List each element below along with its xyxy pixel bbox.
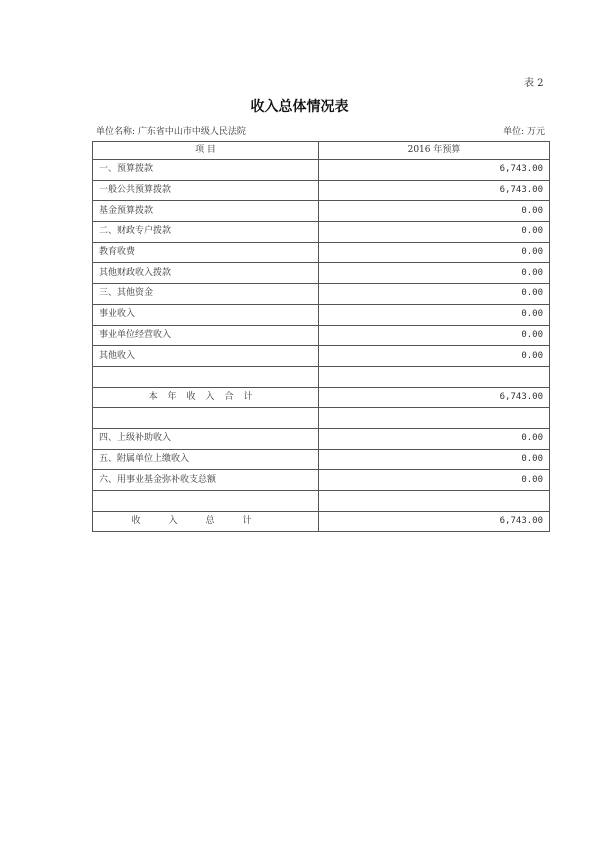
row-item — [93, 366, 319, 387]
row-value: 6,743.00 — [319, 180, 550, 201]
row-item: 其他财政收入拨款 — [93, 263, 319, 284]
page-title: 收入总体情况表 — [250, 99, 349, 115]
row-value: 0.00 — [319, 428, 550, 449]
table-row — [93, 222, 550, 243]
row-item: 事业收入 — [93, 304, 319, 325]
table-row-blank — [93, 491, 550, 512]
row-value: 0.00 — [319, 263, 550, 284]
income-summary-table — [92, 141, 550, 532]
table-row — [93, 201, 550, 222]
table-row — [93, 449, 550, 470]
row-item: 四、上级补助收入 — [93, 428, 319, 449]
row-value: 0.00 — [319, 325, 550, 346]
table-row — [93, 160, 550, 181]
row-value: 0.00 — [319, 346, 550, 367]
row-value — [319, 408, 550, 429]
row-value — [319, 366, 550, 387]
header-item: 项 目 — [93, 142, 319, 160]
table-row — [93, 284, 550, 305]
table-row — [93, 242, 550, 263]
table-row — [93, 180, 550, 201]
row-item: 其他收入 — [93, 346, 319, 367]
row-item — [93, 408, 319, 429]
row-item: 基金预算拨款 — [93, 201, 319, 222]
table-row — [93, 263, 550, 284]
table-row-total — [93, 511, 550, 532]
row-item: 一般公共预算拨款 — [93, 180, 319, 201]
row-item: 事业单位经营收入 — [93, 325, 319, 346]
row-item: 收入总计 — [93, 511, 319, 532]
row-item: 二、财政专户拨款 — [93, 222, 319, 243]
row-item: 六、用事业基金弥补收支总额 — [93, 470, 319, 491]
row-value: 0.00 — [319, 449, 550, 470]
row-value: 0.00 — [319, 304, 550, 325]
table-row — [93, 470, 550, 491]
unit-of-measure: 单位: 万元 — [503, 127, 545, 137]
table-row-blank — [93, 408, 550, 429]
row-value: 0.00 — [319, 284, 550, 305]
row-value: 6,743.00 — [319, 387, 550, 408]
row-item: 教育收费 — [93, 242, 319, 263]
row-value: 6,743.00 — [319, 160, 550, 181]
table-row-subtotal — [93, 387, 550, 408]
row-value — [319, 491, 550, 512]
table-number: 表 2 — [524, 78, 544, 89]
unit-name: 单位名称: 广东省中山市中级人民法院 — [96, 127, 246, 137]
table-row-blank — [93, 366, 550, 387]
row-item: 一、预算拨款 — [93, 160, 319, 181]
row-item — [93, 491, 319, 512]
row-value: 0.00 — [319, 201, 550, 222]
row-value: 0.00 — [319, 242, 550, 263]
table-row — [93, 325, 550, 346]
header-budget: 2016 年预算 — [319, 142, 550, 160]
row-value: 6,743.00 — [319, 511, 550, 532]
row-item: 五、附属单位上缴收入 — [93, 449, 319, 470]
table-row — [93, 346, 550, 367]
row-value: 0.00 — [319, 470, 550, 491]
table-header-row — [93, 142, 550, 160]
table-row — [93, 304, 550, 325]
row-item: 三、其他资金 — [93, 284, 319, 305]
row-value: 0.00 — [319, 222, 550, 243]
table-row — [93, 428, 550, 449]
row-item: 本年收入合计 — [93, 387, 319, 408]
